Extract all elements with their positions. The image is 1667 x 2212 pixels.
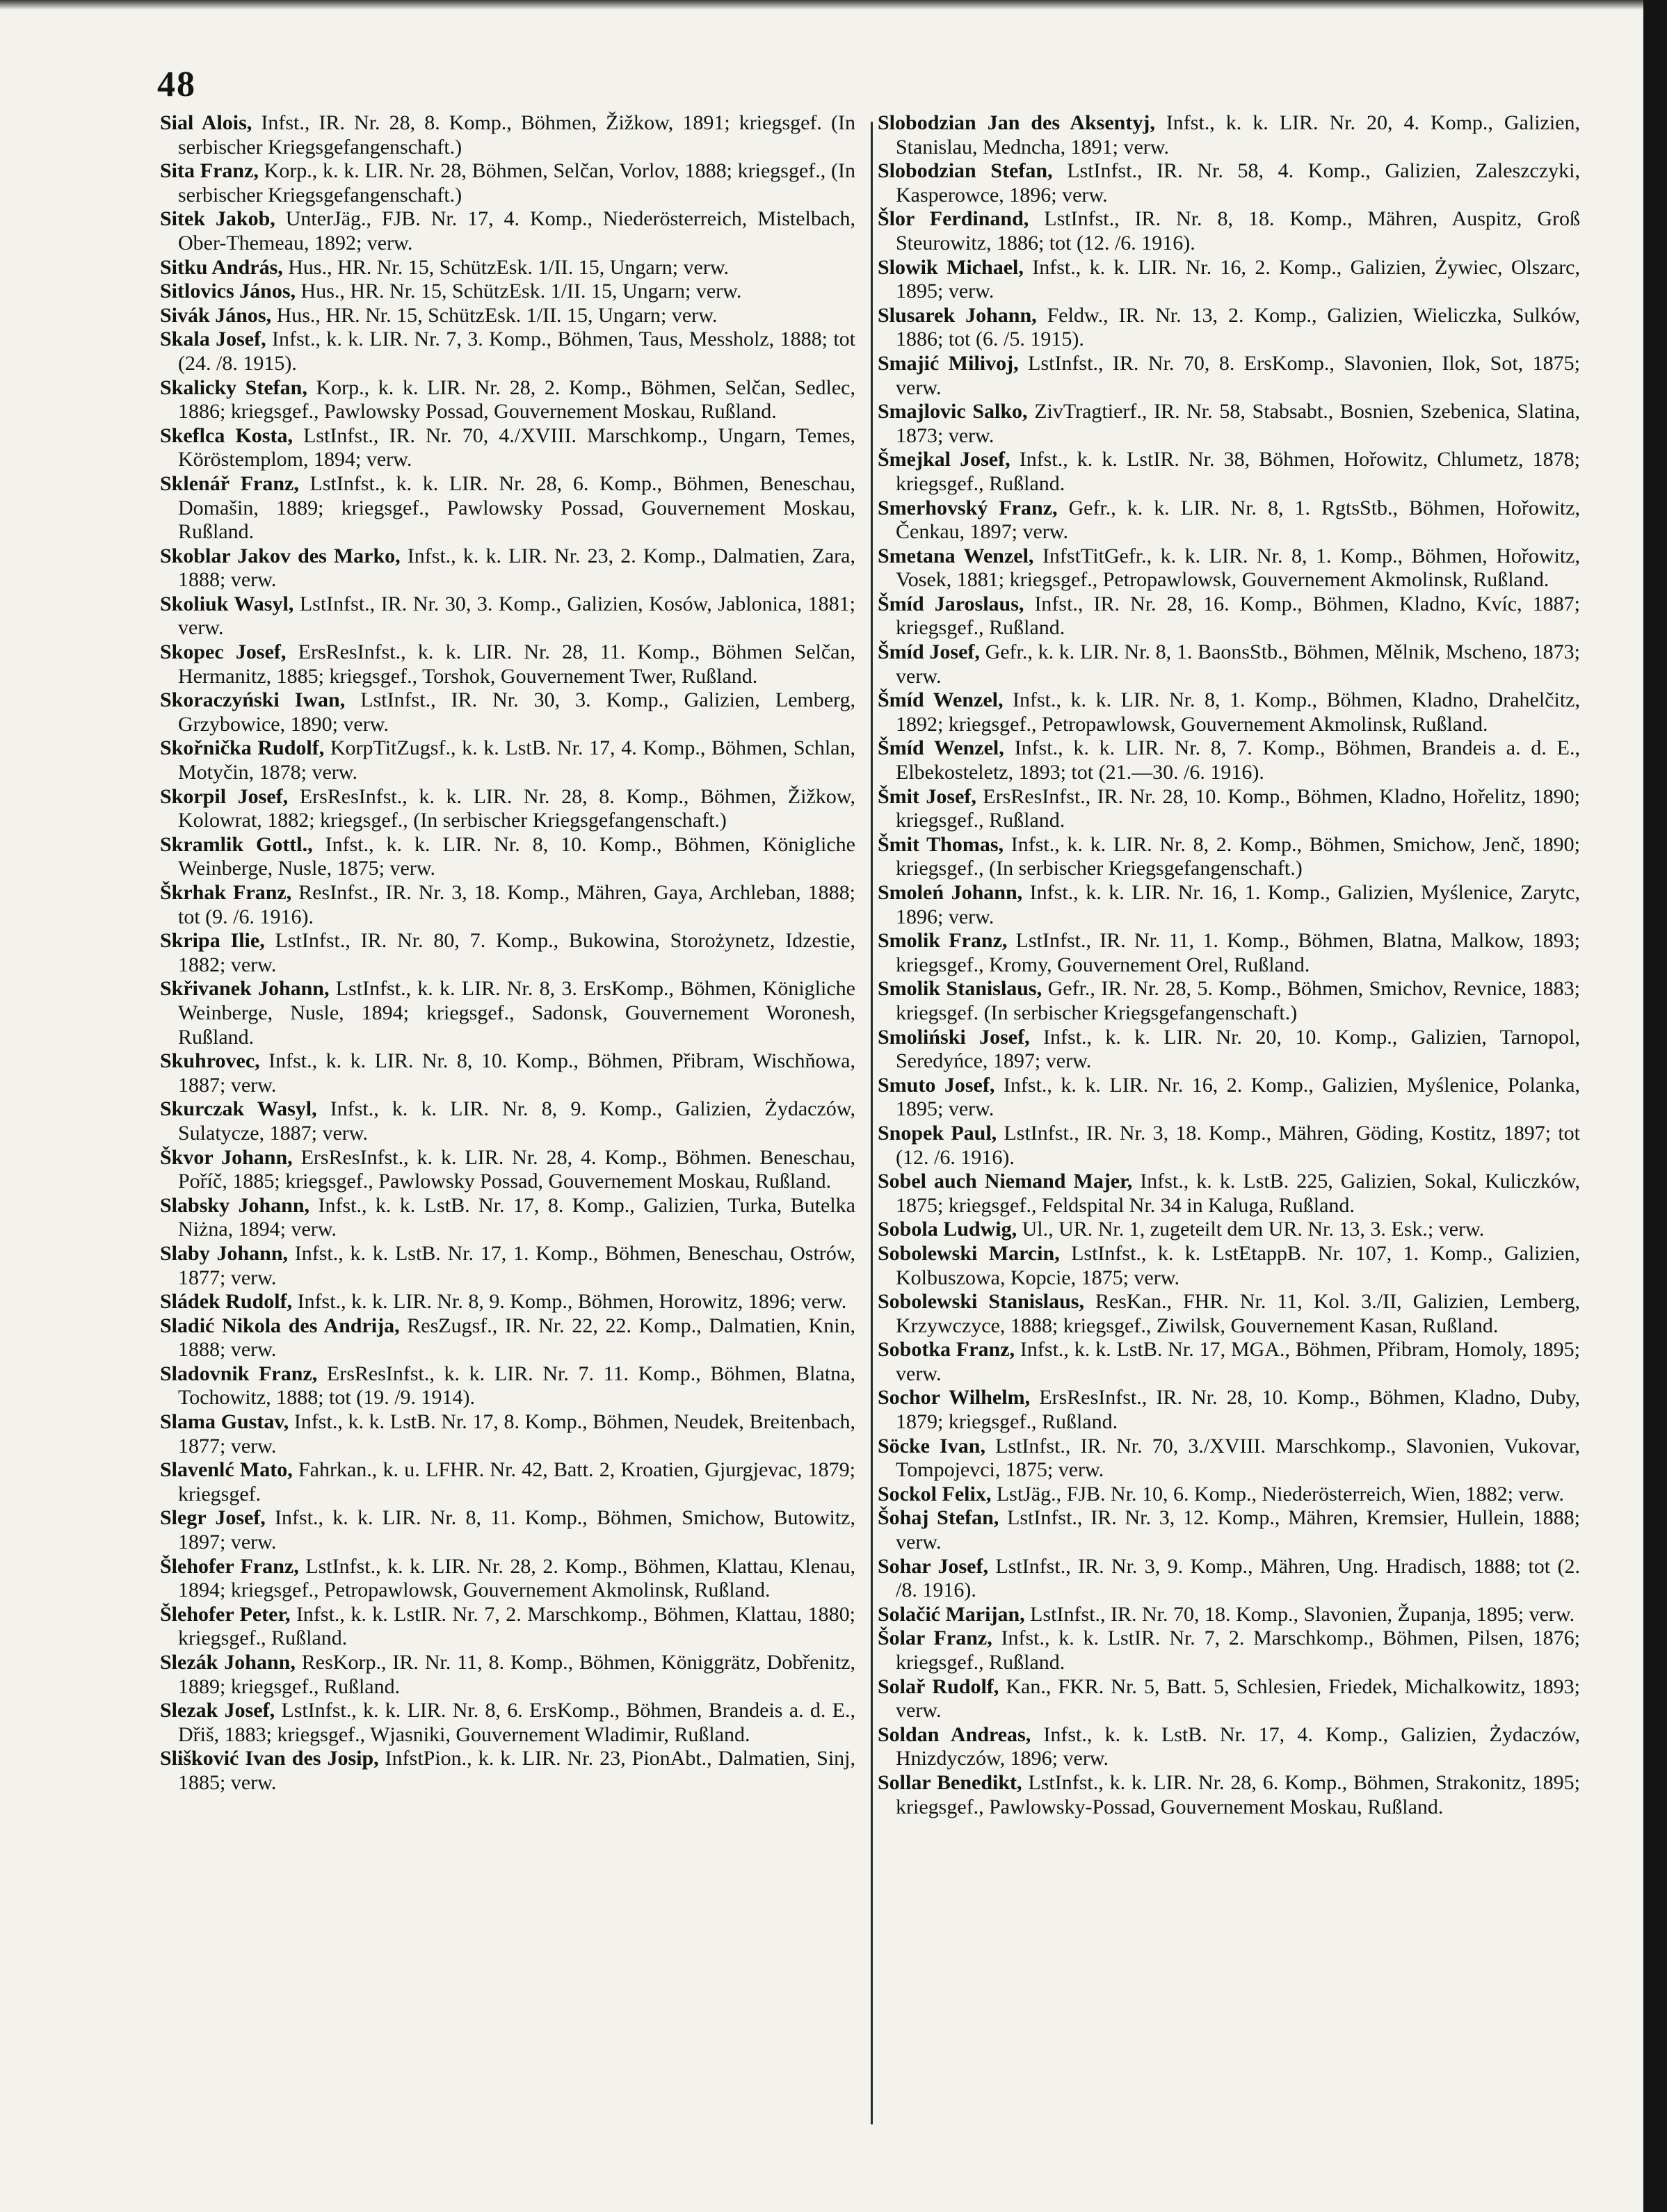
list-item	[160, 1458, 855, 1506]
entry-name: Skramlik Gottl.,	[160, 832, 313, 856]
list-item	[878, 1506, 1580, 1554]
list-item	[878, 1626, 1580, 1674]
list-item	[878, 736, 1580, 784]
entry-name: Smuto Josef,	[878, 1073, 995, 1097]
entry-details: InfstPion., k. k. LIR. Nr. 23, PionAbt., Dalmatien, Sinj, 1885; verw.	[178, 1747, 855, 1794]
entry-name: Sockol Felix,	[878, 1482, 992, 1505]
list-item	[160, 1603, 855, 1651]
list-item	[878, 1026, 1580, 1074]
list-item	[878, 352, 1580, 400]
list-item	[160, 640, 855, 688]
list-item	[160, 1097, 855, 1145]
list-item	[160, 1410, 855, 1458]
entry-name: Sobel auch Niemand Majer,	[878, 1170, 1133, 1193]
entry-details: Feldw., IR. Nr. 13, 2. Komp., Galizien, Wieliczka, Sulków, 1886; tot (6. /5. 1915).	[896, 303, 1580, 351]
list-item	[160, 1555, 855, 1603]
entry-name: Skřivanek Johann,	[160, 977, 330, 1001]
entry-details: Infst., k. k. LIR. Nr. 8, 7. Komp., Böhmen, Brandeis a. d. E., Elbekosteletz, 1893; tot (21.—30. /6. 1916).	[896, 736, 1580, 784]
entry-details: LstInfst., IR. Nr. 11, 1. Komp., Böhmen, Blatna, Malkow, 1893; kriegsgef., Kromy, Gouvernement Orel, Rußland.	[896, 929, 1580, 976]
entry-details: Infst., k. k. LIR. Nr. 20, 4. Komp., Galizien, Stanislau, Medncha, 1891; verw.	[896, 111, 1580, 159]
entry-details: InfstTitGefr., k. k. LIR. Nr. 8, 1. Komp., Böhmen, Hořowitz, Vosek, 1881; kriegsgef., Petropawlowsk, Gouvernement Akmolinsk, Rußland.	[896, 544, 1580, 592]
entry-name: Skorpil Josef,	[160, 784, 289, 808]
right-column	[878, 111, 1580, 1819]
list-item	[160, 1242, 855, 1290]
list-item	[160, 1290, 855, 1314]
list-item	[160, 1314, 855, 1362]
list-item	[878, 1074, 1580, 1122]
entry-details: ResZugsf., IR. Nr. 22, 22. Komp., Dalmatien, Knin, 1888; verw.	[178, 1314, 855, 1362]
entry-name: Skalicky Stefan,	[160, 376, 307, 399]
entry-name: Šmit Josef,	[878, 784, 976, 808]
entry-details: LstInfst., IR. Nr. 30, 3. Komp., Galizien, Lemberg, Grzybowice, 1890; verw.	[178, 688, 855, 736]
entry-details: LstInfst., IR. Nr. 3, 9. Komp., Mähren, Ung. Hradisch, 1888; tot (2. /8. 1916).	[896, 1554, 1581, 1602]
list-item	[878, 833, 1580, 881]
list-item	[878, 1338, 1580, 1386]
entry-name: Šmit Thomas,	[878, 832, 1004, 856]
entry-name: Slowik Michael,	[878, 255, 1024, 279]
entry-name: Slaby Johann,	[160, 1241, 288, 1265]
entry-details: Ul., UR. Nr. 1, zugeteilt dem UR. Nr. 13, 3. Esk.; verw.	[1017, 1218, 1485, 1241]
page-number: 48	[157, 65, 196, 104]
entry-name: Skurczak Wasyl,	[160, 1097, 317, 1121]
entry-details: UnterJäg., FJB. Nr. 17, 4. Komp., Niederösterreich, Mistelbach, Ober-Themeau, 1892; verw.	[178, 207, 855, 255]
entry-name: Smetana Wenzel,	[878, 544, 1034, 567]
entry-name: Slegr Josef,	[160, 1506, 266, 1530]
list-item	[160, 1049, 855, 1097]
list-item	[878, 1218, 1580, 1242]
list-item	[878, 929, 1580, 977]
entry-name: Šlehofer Peter,	[160, 1602, 291, 1626]
entry-name: Sochor Wilhelm,	[878, 1386, 1031, 1410]
entry-details: LstInfst., k. k. LIR. Nr. 28, 6. Komp., Böhmen, Beneschau, Domašin, 1889; kriegsgef., Pawlowsky Possad, Gouvernement Moskau, Rußland.	[178, 471, 855, 544]
entry-name: Solař Rudolf,	[878, 1674, 999, 1698]
entry-details: Korp., k. k. LIR. Nr. 28, 2. Komp., Böhmen, Selčan, Sedlec, 1886; kriegsgef., Pawlowsky Possad, Gouvernement Moskau, Rußland.	[178, 376, 855, 423]
page-right-edge	[1643, 0, 1667, 2212]
entry-name: Šlor Ferdinand,	[878, 207, 1029, 231]
list-item	[878, 111, 1580, 159]
list-item	[160, 1747, 855, 1795]
list-item	[878, 448, 1580, 496]
entry-details: Infst., k. k. LstB. Nr. 17, 8. Komp., Galizien, Turka, Butelka Niżna, 1894; verw.	[178, 1193, 855, 1241]
entry-details: LstJäg., FJB. Nr. 10, 6. Komp., Niederösterreich, Wien, 1882; verw.	[991, 1482, 1565, 1505]
entry-details: Infst., k. k. LIR. Nr. 8, 9. Komp., Galizien, Żydaczów, Sulatycze, 1887; verw.	[178, 1097, 855, 1145]
entry-details: Hus., HR. Nr. 15, SchützEsk. 1/II. 15, Ungarn; verw.	[271, 303, 718, 327]
entry-details: Infst., k. k. LIR. Nr. 16, 1. Komp., Galizien, Myślenice, Zarytc, 1896; verw.	[896, 881, 1580, 928]
entry-details: LstInfst., IR. Nr. 3, 18. Komp., Mähren, Göding, Kostitz, 1897; tot (12. /6. 1916).	[896, 1121, 1580, 1169]
entry-details: ErsResInfst., IR. Nr. 28, 10. Komp., Böhmen, Kladno, Hořelitz, 1890; kriegsgef., Rußland.	[896, 784, 1580, 832]
entry-details: Infst., k. k. LIR. Nr. 23, 2. Komp., Dalmatien, Zara, 1888; verw.	[178, 544, 855, 592]
entry-name: Slabsky Johann,	[160, 1193, 310, 1217]
entry-name: Smajić Milivoj,	[878, 351, 1019, 375]
entry-details: Gefr., k. k. LIR. Nr. 8, 1. BaonsStb., Böhmen, Mělnik, Mscheno, 1873; verw.	[896, 640, 1580, 688]
list-item	[878, 1555, 1580, 1603]
entry-name: Skuhrovec,	[160, 1049, 260, 1073]
entry-details: ResKan., FHR. Nr. 11, Kol. 3./II, Galizien, Lemberg, Krzywczyce, 1888; kriegsgef., Ziwilsk, Gouvernement Kasan, Rußland.	[896, 1290, 1580, 1337]
entry-name: Sobola Ludwig,	[878, 1218, 1017, 1241]
list-item	[160, 977, 855, 1049]
list-item	[160, 1362, 855, 1410]
list-item	[160, 376, 855, 424]
entry-details: Infst., k. k. LIR. Nr. 8, 9. Komp., Böhmen, Horowitz, 1896; verw.	[292, 1290, 847, 1314]
list-item	[878, 977, 1580, 1025]
entry-name: Skeflca Kosta,	[160, 423, 293, 447]
list-item	[160, 1699, 855, 1747]
entry-details: LstInfst., k. k. LIR. Nr. 8, 6. ErsKomp., Böhmen, Brandeis a. d. E., Dřiš, 1883; kriegsgef., Wjasniki, Gouvernement Wladimir, Rußland.	[178, 1699, 855, 1746]
list-item	[878, 304, 1580, 352]
entry-name: Solačić Marijan,	[878, 1602, 1025, 1626]
entry-name: Šmejkal Josef,	[878, 448, 1010, 471]
entry-details: Fahrkan., k. u. LFHR. Nr. 42, Batt. 2, Kroatien, Gjurgjevac, 1879; kriegsgef.	[178, 1458, 855, 1505]
entry-details: ErsResInfst., IR. Nr. 28, 10. Komp., Böhmen, Kladno, Duby, 1879; kriegsgef., Rußland.	[896, 1386, 1580, 1434]
entry-name: Slavenlć Mato,	[160, 1458, 293, 1482]
entry-name: Slusarek Johann,	[878, 303, 1037, 327]
entry-name: Sladić Nikola des Andrija,	[160, 1314, 400, 1337]
entry-name: Slobodzian Stefan,	[878, 159, 1053, 183]
entry-name: Slezák Johann,	[160, 1651, 296, 1674]
entry-name: Söcke Ivan,	[878, 1434, 985, 1458]
entry-details: Infst., k. k. LstB. Nr. 17, MGA., Böhmen, Přibram, Homoly, 1895; verw.	[896, 1338, 1581, 1385]
list-item	[160, 207, 855, 255]
entry-name: Skoliuk Wasyl,	[160, 592, 294, 615]
list-item	[878, 1723, 1580, 1771]
entry-name: Škvor Johann,	[160, 1145, 293, 1169]
list-item	[160, 881, 855, 929]
list-item	[878, 1675, 1580, 1723]
list-item	[160, 424, 855, 472]
list-item	[878, 1242, 1580, 1290]
list-item	[878, 1290, 1580, 1338]
list-item	[878, 544, 1580, 592]
entry-name: Sobolewski Marcin,	[878, 1241, 1060, 1265]
list-item	[160, 1146, 855, 1194]
entry-details: Hus., HR. Nr. 15, SchützEsk. 1/II. 15, Ungarn; verw.	[282, 255, 730, 279]
entry-details: ErsResInfst., k. k. LIR. Nr. 28, 11. Komp., Böhmen Selčan, Hermanitz, 1885; kriegsgef., Torshok, Gouvernement Twer, Rußland.	[178, 640, 855, 688]
entry-details: Infst., k. k. LIR. Nr. 8, 11. Komp., Böhmen, Smichow, Butowitz, 1897; verw.	[178, 1506, 855, 1554]
list-item	[160, 544, 855, 592]
entry-details: ErsResInfst., k. k. LIR. Nr. 7. 11. Komp., Böhmen, Blatna, Tochowitz, 1888; tot (19. /9. 1914).	[178, 1362, 855, 1410]
entry-details: Infst., k. k. LstB. Nr. 17, 8. Komp., Böhmen, Neudek, Breitenbach, 1877; verw.	[178, 1410, 855, 1458]
entry-details: LstInfst., IR. Nr. 70, 18. Komp., Slavonien, Županja, 1895; verw.	[1024, 1602, 1575, 1626]
entry-name: Sládek Rudolf,	[160, 1290, 293, 1314]
list-item	[160, 328, 855, 376]
entry-name: Snopek Paul,	[878, 1121, 997, 1145]
list-item	[878, 881, 1580, 929]
list-item	[160, 592, 855, 640]
list-item	[878, 1603, 1580, 1627]
list-item	[878, 1386, 1580, 1434]
entry-details: ResKorp., IR. Nr. 11, 8. Komp., Böhmen, Königgrätz, Dobřenitz, 1889; kriegsgef., Rußland.	[178, 1651, 855, 1698]
entry-name: Skala Josef,	[160, 328, 266, 351]
list-item	[878, 1435, 1580, 1483]
entry-name: Šohaj Stefan,	[878, 1506, 999, 1530]
list-item	[878, 1771, 1580, 1819]
entry-name: Soldan Andreas,	[878, 1722, 1031, 1746]
list-item	[878, 497, 1580, 544]
entry-name: Sollar Benedikt,	[878, 1770, 1022, 1794]
entry-name: Slezak Josef,	[160, 1699, 275, 1722]
entry-details: LstInfst., IR. Nr. 8, 18. Komp., Mähren, Auspitz, Groß Steurowitz, 1886; tot (12. /6. 1916).	[896, 207, 1580, 255]
entry-name: Smoleń Johann,	[878, 881, 1023, 904]
entry-name: Sitek Jakob,	[160, 207, 275, 231]
entry-details: Infst., k. k. LIR. Nr. 8, 1. Komp., Böhmen, Kladno, Drahelčitz, 1892; kriegsgef., Petropawlowsk, Gouvernement Akmolinsk, Rußland.	[896, 688, 1580, 736]
list-item	[160, 688, 855, 736]
entry-name: Sivák János,	[160, 303, 272, 327]
entry-details: LstInfst., IR. Nr. 80, 7. Komp., Bukowina, Storożynetz, Idzestie, 1882; verw.	[178, 929, 855, 976]
list-item	[878, 1483, 1580, 1507]
list-item	[878, 1122, 1580, 1170]
entry-name: Slišković Ivan des Josip,	[160, 1747, 379, 1770]
entry-details: LstInfst., IR. Nr. 30, 3. Komp., Galizien, Kosów, Jablonica, 1881; verw.	[178, 592, 855, 640]
list-item	[160, 1506, 855, 1554]
entry-name: Škrhak Franz,	[160, 881, 292, 904]
list-item	[160, 833, 855, 881]
entry-details: Korp., k. k. LIR. Nr. 28, Böhmen, Selčan, Vorlov, 1888; kriegsgef., (In serbischer Kriegsgefangenschaft.)	[178, 159, 855, 207]
entry-name: Sohar Josef,	[878, 1554, 988, 1578]
entry-name: Sita Franz,	[160, 159, 259, 183]
entry-details: Infst., k. k. LstIR. Nr. 7, 2. Marschkomp., Böhmen, Klattau, 1880; kriegsgef., Rußland.	[178, 1602, 855, 1650]
entry-details: Gefr., k. k. LIR. Nr. 8, 1. RgtsStb., Böhmen, Hořowitz, Čenkau, 1897; verw.	[896, 496, 1580, 544]
entry-name: Slobodzian Jan des Aksentyj,	[878, 111, 1155, 134]
entry-name: Slama Gustav,	[160, 1410, 289, 1434]
page-top-shadow	[0, 0, 1667, 10]
list-item	[160, 736, 855, 784]
entry-details: Infst., k. k. LIR. Nr. 7, 3. Komp., Böhmen, Taus, Messholz, 1888; tot (24. /8. 1915).	[178, 328, 855, 375]
entry-details: LstInfst., k. k. LstEtappB. Nr. 107, 1. Komp., Galizien, Kolbuszowa, Kopcie, 1875; verw.	[896, 1241, 1580, 1289]
entry-details: Infst., k. k. LstB. 225, Galizien, Sokal, Kuliczków, 1875; kriegsgef., Feldspital Nr. 34 in Kaluga, Rußland.	[896, 1170, 1581, 1217]
list-item	[878, 400, 1580, 448]
entry-details: LstInfst., IR. Nr. 58, 4. Komp., Galizien, Zaleszczyki, Kasperowce, 1896; verw.	[896, 159, 1580, 207]
entry-details: LstInfst., k. k. LIR. Nr. 8, 3. ErsKomp., Böhmen, Königliche Weinberge, Nusle, 1894; kriegsgef., Sadonsk, Gouvernement Woronesh, Rußland.	[178, 977, 855, 1049]
entry-name: Skoraczyński Iwan,	[160, 688, 346, 712]
entry-details: LstInfst., k. k. LIR. Nr. 28, 6. Komp., Böhmen, Strakonitz, 1895; kriegsgef., Pawlowsky-Possad, Gouvernement Moskau, Rußland.	[896, 1770, 1580, 1818]
entry-name: Smolik Franz,	[878, 929, 1008, 953]
entry-name: Sial Alois,	[160, 111, 252, 134]
list-item	[160, 304, 855, 328]
entry-name: Šlehofer Franz,	[160, 1554, 299, 1578]
entry-details: Infst., k. k. LIR. Nr. 20, 10. Komp., Galizien, Tarnopol, Seredyńce, 1897; verw.	[896, 1025, 1580, 1073]
entry-details: LstInfst., IR. Nr. 70, 4./XVIII. Marschkomp., Ungarn, Temes, Köröstemplom, 1894; verw.	[178, 423, 855, 471]
entry-details: ErsResInfst., k. k. LIR. Nr. 28, 4. Komp., Böhmen. Beneschau, Poříč, 1885; kriegsgef., Pawlowsky Possad, Gouvernement Moskau, Rußland.	[178, 1145, 855, 1193]
entry-details: Kan., FKR. Nr. 5, Batt. 5, Schlesien, Friedek, Michalkowitz, 1893; verw.	[896, 1674, 1580, 1722]
entry-details: Infst., k. k. LIR. Nr. 8, 10. Komp., Böhmen, Königliche Weinberge, Nusle, 1875; verw.	[178, 832, 855, 880]
entry-name: Šmíd Jaroslaus,	[878, 592, 1024, 615]
entry-details: ZivTragtierf., IR. Nr. 58, Stabsabt., Bosnien, Szebenica, Slatina, 1873; verw.	[896, 400, 1580, 447]
entry-details: Hus., HR. Nr. 15, SchützEsk. 1/II. 15, Ungarn; verw.	[296, 280, 742, 303]
list-item	[878, 785, 1580, 833]
list-item	[878, 256, 1580, 304]
list-item	[160, 159, 855, 207]
list-item	[160, 280, 855, 304]
entry-name: Šmíd Josef,	[878, 640, 980, 664]
entry-name: Sitlovics János,	[160, 280, 296, 303]
list-item	[160, 785, 855, 833]
entry-details: Infst., k. k. LstIR. Nr. 7, 2. Marschkomp., Böhmen, Pilsen, 1876; kriegsgef., Rußland.	[896, 1626, 1580, 1674]
entry-name: Šmíd Wenzel,	[878, 736, 1004, 760]
entry-name: Skripa Ilie,	[160, 929, 265, 953]
entry-name: Skopec Josef,	[160, 640, 287, 664]
entry-name: Sobolewski Stanislaus,	[878, 1290, 1084, 1314]
entry-details: ErsResInfst., k. k. LIR. Nr. 28, 8. Komp., Böhmen, Žižkow, Kolowrat, 1882; kriegsgef., (In serbischer Kriegsgefangenschaft.)	[178, 784, 855, 832]
entry-details: ResInfst., IR. Nr. 3, 18. Komp., Mähren, Gaya, Archleban, 1888; tot (9. /6. 1916).	[178, 881, 855, 928]
list-item	[160, 111, 855, 159]
entry-details: Infst., k. k. LIR. Nr. 8, 10. Komp., Böhmen, Přibram, Wischňowa, 1887; verw.	[178, 1049, 855, 1097]
entry-details: Infst., k. k. LstIR. Nr. 38, Böhmen, Hořowitz, Chlumetz, 1878; kriegsgef., Rußland.	[896, 448, 1580, 495]
entry-name: Sitku András,	[160, 255, 283, 279]
entry-details: Infst., k. k. LIR. Nr. 16, 2. Komp., Galizien, Żywiec, Olszarc, 1895; verw.	[896, 255, 1581, 303]
entry-name: Šolar Franz,	[878, 1626, 992, 1650]
list-item	[160, 1651, 855, 1699]
entry-details: Infst., k. k. LIR. Nr. 16, 2. Komp., Galizien, Myślenice, Polanka, 1895; verw.	[896, 1073, 1580, 1121]
list-item	[878, 592, 1580, 640]
entry-details: Infst., IR. Nr. 28, 16. Komp., Böhmen, Kladno, Kvíc, 1887; kriegsgef., Rußland.	[896, 592, 1580, 640]
entry-details: Infst., IR. Nr. 28, 8. Komp., Böhmen, Žižkow, 1891; kriegsgef. (In serbischer Kriegsgefangenschaft.)	[178, 111, 855, 159]
entry-name: Sklenář Franz,	[160, 471, 299, 495]
left-column	[160, 111, 855, 1795]
entry-name: Smerhovský Franz,	[878, 496, 1058, 519]
entry-details: Infst., k. k. LstB. Nr. 17, 1. Komp., Böhmen, Beneschau, Ostrów, 1877; verw.	[178, 1241, 855, 1289]
entry-name: Smoliński Josef,	[878, 1025, 1030, 1049]
list-item	[160, 1194, 855, 1242]
entry-details: Infst., k. k. LIR. Nr. 8, 2. Komp., Böhmen, Smichow, Jenč, 1890; kriegsgef., (In serbischer Kriegsgefangenschaft.)	[896, 832, 1580, 880]
list-item	[878, 1170, 1580, 1218]
list-item	[878, 688, 1580, 736]
entry-name: Skořnička Rudolf,	[160, 736, 325, 760]
entry-name: Sladovnik Franz,	[160, 1362, 318, 1385]
column-divider	[871, 122, 873, 2124]
entry-name: Skoblar Jakov des Marko,	[160, 544, 401, 567]
entry-details: KorpTitZugsf., k. k. LstB. Nr. 17, 4. Komp., Böhmen, Schlan, Motyčin, 1878; verw.	[178, 736, 855, 784]
list-item	[878, 640, 1580, 688]
entry-name: Sobotka Franz,	[878, 1338, 1015, 1362]
entry-name: Šmíd Wenzel,	[878, 688, 1004, 712]
entry-details: Gefr., IR. Nr. 28, 5. Komp., Böhmen, Smichov, Revnice, 1883; kriegsgef. (In serbischer Kriegsgefangenschaft.)	[896, 977, 1580, 1024]
list-item	[878, 207, 1580, 255]
list-item	[878, 159, 1580, 207]
entry-details: LstInfst., IR. Nr. 3, 12. Komp., Mähren, Kremsier, Hullein, 1888; verw.	[896, 1506, 1580, 1554]
entry-details: Infst., k. k. LstB. Nr. 17, 4. Komp., Galizien, Żydaczów, Hnizdyczów, 1896; verw.	[896, 1722, 1580, 1770]
list-item	[160, 929, 855, 977]
list-item	[160, 472, 855, 544]
entry-details: LstInfst., k. k. LIR. Nr. 28, 2. Komp., Böhmen, Klattau, Klenau, 1894; kriegsgef., Petropawlowsk, Gouvernement Akmolinsk, Rußland.	[178, 1554, 855, 1602]
list-item	[160, 256, 855, 280]
entry-details: LstInfst., IR. Nr. 70, 8. ErsKomp., Slavonien, Ilok, Sot, 1875; verw.	[896, 351, 1580, 399]
entry-name: Smajlovic Salko,	[878, 400, 1028, 423]
entry-details: LstInfst., IR. Nr. 70, 3./XVIII. Marschkomp., Slavonien, Vukovar, Tompojevci, 1875; verw.	[896, 1434, 1580, 1482]
entry-name: Smolik Stanislaus,	[878, 977, 1042, 1001]
